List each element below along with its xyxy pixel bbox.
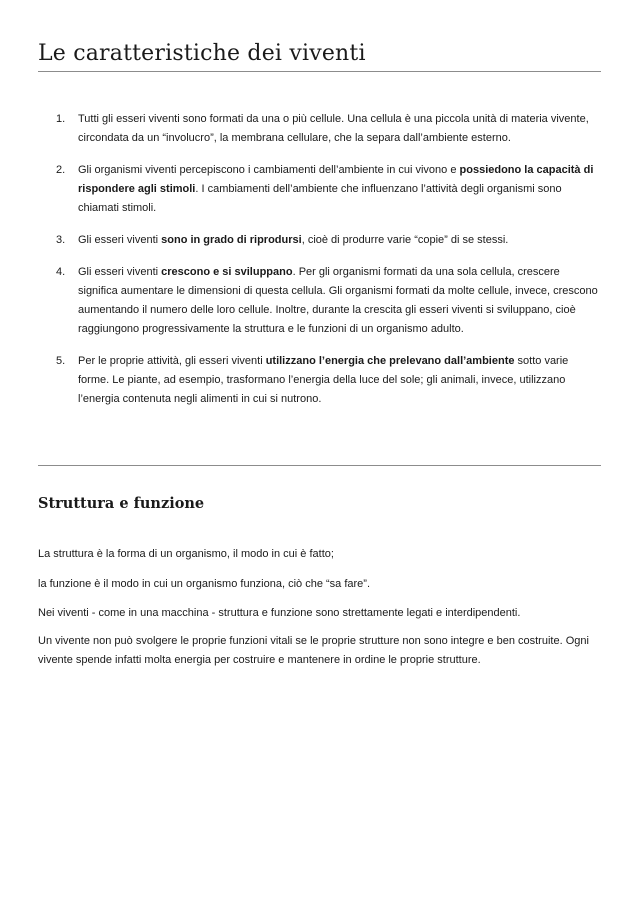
emphasis: possiedono la capacità di rispondere agli stimoli bbox=[78, 164, 594, 195]
list-item bbox=[38, 110, 598, 148]
emphasis: utilizzano l’energia che prelevano dall’ambiente bbox=[265, 355, 515, 367]
list-item-text: Per le proprie attività, gli esseri viventi utilizzano l’energia che prelevano dall’ambiente sotto varie forme. Le piante, ad esempio, trasformano l’energia della luce del sole; gli animali, invece, utilizzano l’energia contenuta negli alimenti in cui si nutrono. bbox=[78, 355, 569, 405]
list-item-text: Gli organismi viventi percepiscono i cambiamenti dell’ambiente in cui vivono e possiedono la capacità di rispondere agli stimoli. I cambiamenti dell’ambiente che influenzano l’attività degli organismi sono chiamati stimoli. bbox=[78, 164, 594, 214]
emphasis: sono in grado di riprodursi bbox=[161, 234, 302, 246]
list-item bbox=[38, 231, 598, 250]
list-item bbox=[38, 263, 598, 339]
emphasis: crescono e si sviluppano bbox=[161, 266, 293, 278]
list-item-number: 1. bbox=[56, 113, 66, 125]
paragraph: Un vivente non può svolgere le proprie funzioni vitali se le proprie strutture non sono integre e ben costruite. Ogni vivente spende infatti molta energia per costruire e mantenere in ordine le proprie strutture. bbox=[38, 635, 589, 666]
characteristics-list bbox=[38, 110, 598, 409]
list-item-number: 5. bbox=[56, 355, 66, 367]
page-title: Le caratteristiche dei viventi bbox=[38, 41, 366, 66]
paragraph: la funzione è il modo in cui un organismo funziona, ciò che “sa fare”. bbox=[38, 578, 371, 590]
list-item bbox=[38, 352, 598, 409]
list-item bbox=[38, 161, 598, 218]
section-heading: Struttura e funzione bbox=[38, 495, 205, 512]
list-item-number: 4. bbox=[56, 266, 66, 278]
list-item-text: Tutti gli esseri viventi sono formati da una o più cellule. Una cellula è una piccola unità di materia vivente, circondata da un “involucro”, la membrana cellulare, che la separa dall’ambiente esterno. bbox=[78, 113, 589, 144]
title-divider bbox=[38, 71, 601, 72]
section-divider bbox=[38, 465, 601, 466]
paragraph: Nei viventi - come in una macchina - struttura e funzione sono strettamente legati e interdipendenti. bbox=[38, 607, 521, 619]
paragraph: La struttura è la forma di un organismo, il modo in cui è fatto; bbox=[38, 548, 334, 560]
list-item-text: Gli esseri viventi sono in grado di riprodursi, cioè di produrre varie “copie” di se stessi. bbox=[78, 234, 509, 246]
list-item-text: Gli esseri viventi crescono e si sviluppano. Per gli organismi formati da una sola cellula, crescere significa aumentare le dimensioni di questa cellula. Gli organismi formati da molte cellule, invece, crescono aumentando il numero delle loro cellule. Inoltre, durante la crescita gli esseri viventi si sviluppano, cioè raggiungono progressivamente la struttura e le funzioni di un organismo adulto. bbox=[78, 266, 598, 335]
list-item-number: 2. bbox=[56, 164, 66, 176]
list-item-number: 3. bbox=[56, 234, 66, 246]
